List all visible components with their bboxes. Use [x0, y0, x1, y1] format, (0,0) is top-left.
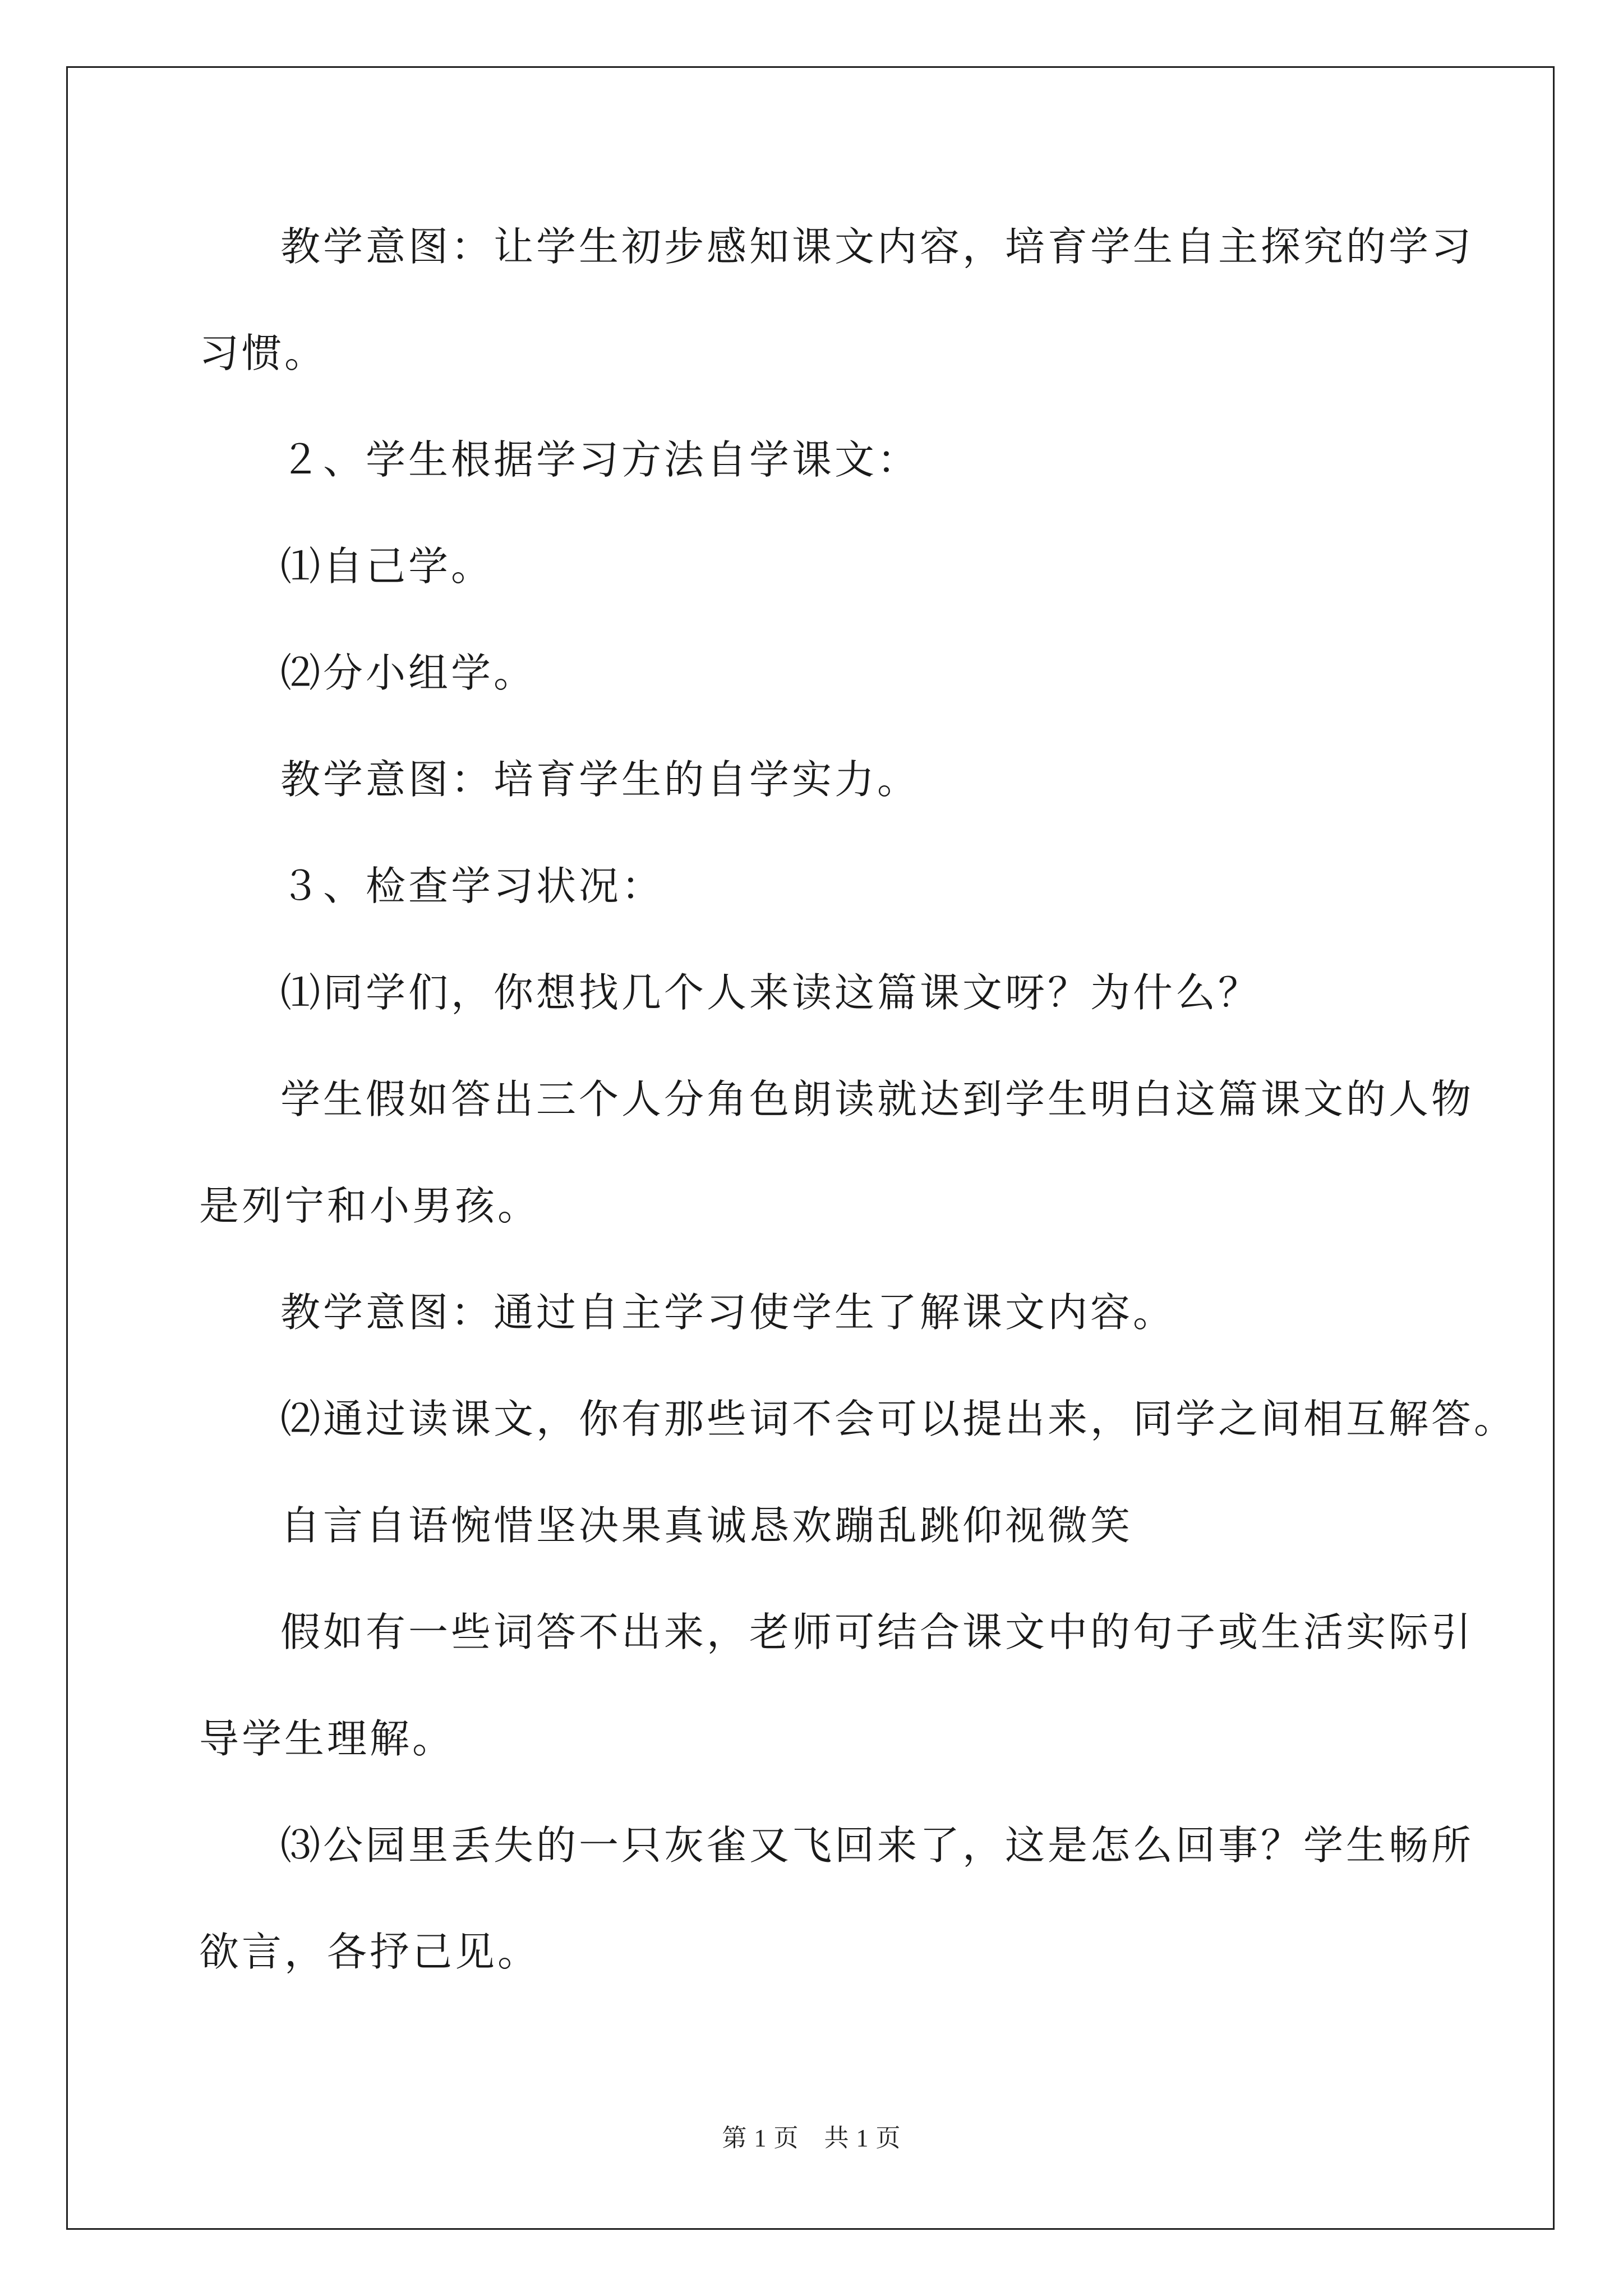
paragraph-line: 欲言，各抒己见。: [199, 1929, 541, 1975]
paragraph-line: 假如有一些词答不出来，老师可结合课文中的句子或生活实际引: [280, 1609, 1474, 1655]
paragraph-line: 教学意图：培育学生的自学实力。: [280, 756, 920, 803]
page-border: [66, 66, 1555, 2230]
page-number-footer: 第 1 页 共 1 页: [722, 2124, 901, 2152]
paragraph-line: 教学意图：通过自主学习使学生了解课文内容。: [280, 1289, 1176, 1336]
paragraph-line: ⑴自己学。: [280, 543, 494, 590]
paragraph-line: ３、检查学习状况：: [280, 863, 665, 909]
paragraph-line: 是列宁和小男孩。: [199, 1182, 541, 1229]
paragraph-line: ２、学生根据学习方法自学课文：: [280, 436, 920, 483]
paragraph-line: 自言自语惋惜坚决果真诚恳欢蹦乱跳仰视微笑: [280, 1502, 1133, 1549]
paragraph-line: 习惯。: [199, 330, 328, 376]
paragraph-line: ⑵分小组学。: [280, 650, 537, 696]
paragraph-line: ⑵通过读课文，你有那些词不会可以提出来，同学之间相互解答。: [280, 1396, 1517, 1442]
paragraph-line: 教学意图：让学生初步感知课文内容，培育学生自主探究的学习: [280, 223, 1474, 270]
paragraph-line: ⑶公园里丢失的一只灰雀又飞回来了，这是怎么回事？学生畅所: [280, 1822, 1474, 1869]
paragraph-line: 学生假如答出三个人分角色朗读就达到学生明白这篇课文的人物: [280, 1076, 1474, 1122]
paragraph-line: 导学生理解。: [199, 1715, 455, 1762]
paragraph-line: ⑴同学们，你想找几个人来读这篇课文呀？为什么？: [280, 969, 1261, 1016]
